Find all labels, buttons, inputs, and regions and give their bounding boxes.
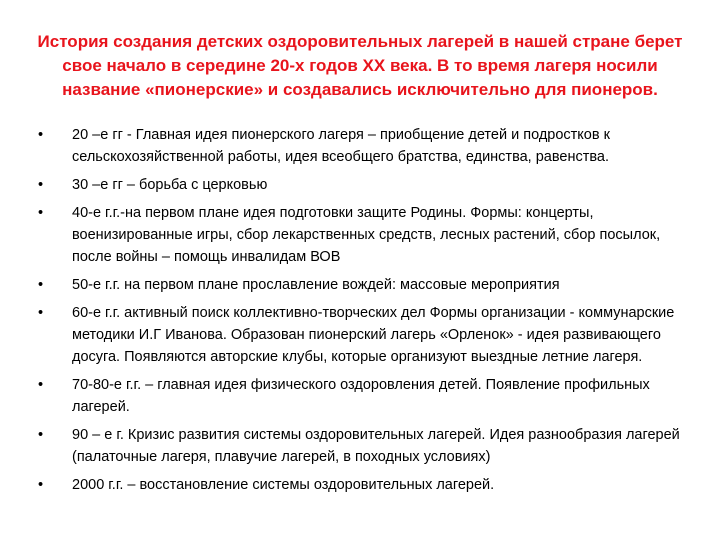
list-item-text: 2000 г.г. – восстановление системы оздоровительных лагерей. (72, 477, 495, 493)
bullet-icon: • (38, 377, 44, 393)
list-item-text: 60-е г.г. активный поиск коллективно-творческих дел Формы организации - коммунарские методики И.Г Иванова. Образован пионерский лагерь «Орленок» - идея развивающего досуга. Появляются авторские клубы, которые организуют выездные летние лагеря. (72, 305, 675, 365)
list-item-text: 40-е г.г.-на первом плане идея подготовки защите Родины. Формы: концерты, военизированные игры, сбор лекарственных средств, лесных растений, сбор посылок, после войны – помощь инвалидам ВОВ (72, 205, 661, 265)
list-item (38, 374, 688, 418)
list-item-text: 90 – е г. Кризис развития системы оздоровительных лагерей. Идея разнообразия лагерей (палаточные лагеря, плавучие лагерей, в походных условиях) (72, 427, 680, 465)
slide-title: История создания детских оздоровительных лагерей в нашей стране берет свое начало в середине 20-х годов XX века. В то время лагеря носили название «пионерские» и создавались исключительно для пионеров. (37, 32, 683, 99)
bullet-list (38, 124, 688, 502)
list-item (38, 274, 688, 296)
bullet-icon: • (38, 277, 44, 293)
bullet-icon: • (38, 477, 44, 493)
list-item-text: 50-е г.г. на первом плане прославление вождей: массовые мероприятия (72, 277, 560, 293)
list-item (38, 302, 688, 368)
list-item-text: 30 –е гг – борьба с церковью (72, 177, 268, 193)
bullet-icon: • (38, 427, 44, 443)
bullet-icon: • (38, 205, 44, 221)
list-item-text: 70-80-е г.г. – главная идея физического оздоровления детей. Появление профильных лагерей. (72, 377, 650, 415)
bullet-icon: • (38, 177, 44, 193)
list-item (38, 424, 688, 468)
list-item (38, 202, 688, 268)
list-item-text: 20 –е гг - Главная идея пионерского лагеря – приобщение детей и подростков к сельскохозяйственной работы, идея всеобщего братства, единства, равенства. (72, 127, 610, 165)
list-item (38, 174, 688, 196)
list-item (38, 474, 688, 496)
bullet-icon: • (38, 127, 44, 143)
list-item (38, 124, 688, 168)
bullet-icon: • (38, 305, 44, 321)
